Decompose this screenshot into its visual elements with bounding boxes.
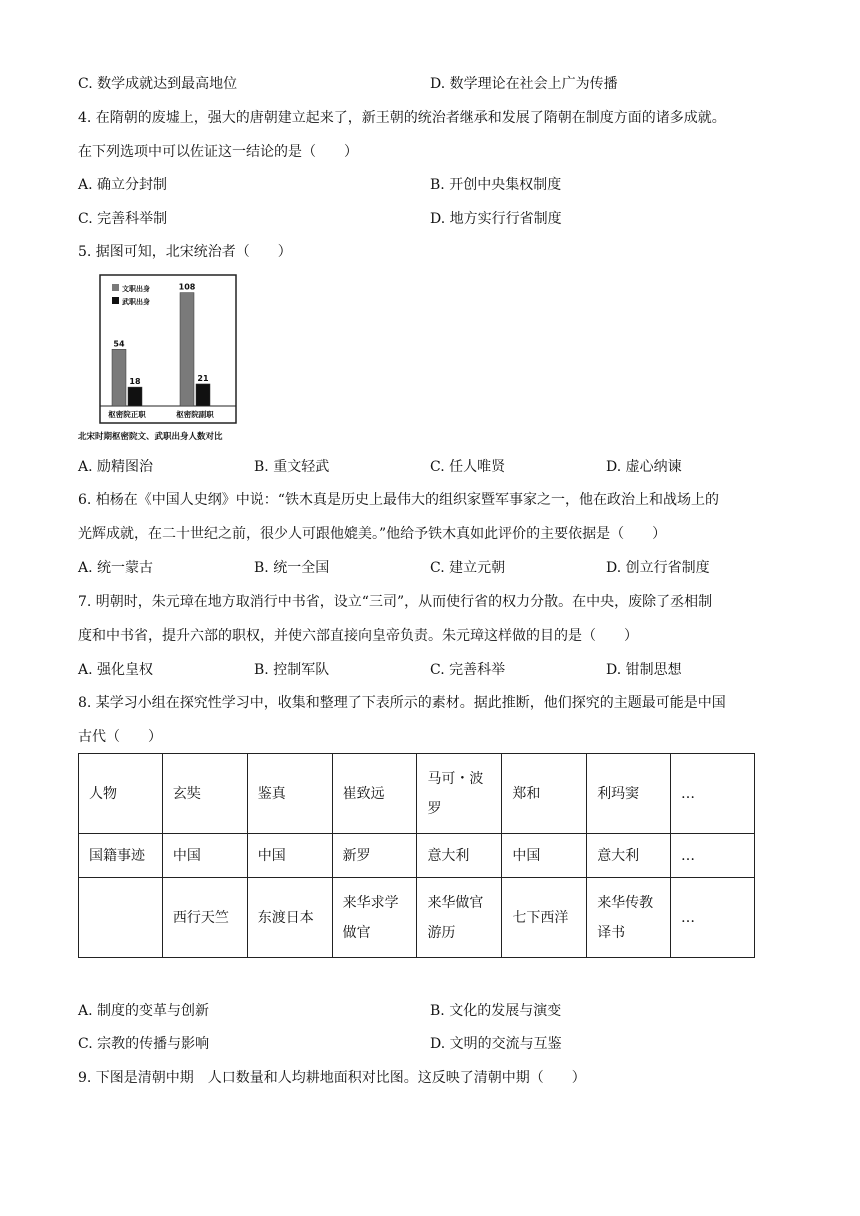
q4-stem-line1: 4. 在隋朝的废墟上，强大的唐朝建立起来了，新王朝的统治者继承和发展了隋朝在制度方面的诸多成就。 [78,110,726,126]
q5-option-b: B. 重文轻武 [254,459,330,475]
table-row [79,834,755,878]
bar-value-label: 108 [178,282,196,292]
bar [180,293,194,406]
table-cell: 人物 [79,754,163,834]
table-cell: 国籍事迹 [79,834,163,878]
q3-option-d: D. 数学理论在社会上广为传播 [430,76,618,92]
cell-line: 来华求学 [342,894,399,911]
table-cell: … [671,834,755,878]
q4-option-b: B. 开创中央集权制度 [430,177,562,193]
q8-option-a: A. 制度的变革与创新 [78,1003,210,1019]
cell-line: 罗 [427,800,442,817]
q7-option-a: A. 强化皇权 [78,662,154,678]
category-label: 枢密院正职 [108,410,146,419]
q3-option-c: C. 数学成就达到最高地位 [78,76,238,92]
table-cell [332,878,417,958]
q7-option-b: B. 控制军队 [254,662,330,678]
table-cell: 意大利 [587,834,671,878]
table-cell: 中国 [502,834,587,878]
table-cell [79,878,163,958]
q5-option-d: D. 虚心纳谏 [606,459,682,475]
table-cell [417,754,502,834]
cell-line: 来华做官 [427,894,484,911]
q6-stem-line2: 光辉成就，在二十世纪之前，很少人可跟他媲美。”他给予铁木真如此评价的主要依据是（ ） [78,526,667,542]
table-cell: 崔致远 [332,754,417,834]
q5-bar-chart [98,274,238,424]
q7-option-d: D. 钳制思想 [606,662,682,678]
table-cell: 东渡日本 [247,878,332,958]
q5-stem: 5. 据图可知，北宋统治者（ ） [78,244,292,260]
q6-option-a: A. 统一蒙古 [78,560,154,576]
table-row [79,878,755,958]
q5-option-c: C. 任人唯贤 [430,459,506,475]
table-row [79,754,755,834]
q8-table [78,753,755,958]
q8-stem-line2: 古代（ ） [78,729,162,745]
q8-option-b: B. 文化的发展与演变 [430,1003,562,1019]
q6-stem-line1: 6. 柏杨在《中国人史纲》中说：“铁木真是历史上最伟大的组织家暨军事家之一，他在政治上和战场上的 [78,492,719,508]
table-cell: … [671,878,755,958]
table-cell: 鉴真 [247,754,332,834]
chart-caption: 北宋时期枢密院文、武职出身人数对比 [78,432,223,442]
table-cell [417,878,502,958]
q6-option-d: D. 创立行省制度 [606,560,710,576]
table-cell: 意大利 [417,834,502,878]
bar [112,349,126,406]
bar-value-label: 18 [129,377,141,387]
q6-option-c: C. 建立元朝 [430,560,506,576]
table-cell: 中国 [162,834,247,878]
q6-option-b: B. 统一全国 [254,560,330,576]
table-cell: 七下西洋 [502,878,587,958]
q9-stem: 9. 下图是清朝中期 人口数量和人均耕地面积对比图。这反映了清朝中期（ ） [78,1070,586,1086]
q4-stem-line2: 在下列选项中可以佐证这一结论的是（ ） [78,144,358,160]
table-cell: 西行天竺 [162,878,247,958]
table-cell: 新罗 [332,834,417,878]
q8-stem-line1: 8. 某学习小组在探究性学习中，收集和整理了下表所示的素材。据此推断，他们探究的主题最可能是中国 [78,695,726,711]
table-cell: … [671,754,755,834]
q4-option-d: D. 地方实行行省制度 [430,211,562,227]
table-cell: 利玛窦 [587,754,671,834]
q7-stem-line2: 度和中书省，提升六部的职权，并使六部直接向皇帝负责。朱元璋这样做的目的是（ ） [78,628,638,644]
q5-option-a: A. 励精图治 [78,459,154,475]
q4-option-c: C. 完善科举制 [78,211,168,227]
table-cell: 玄奘 [162,754,247,834]
legend-swatch [112,284,119,291]
q7-option-c: C. 完善科举 [430,662,506,678]
legend-label: 武职出身 [122,298,150,306]
bar-value-label: 54 [113,339,125,349]
bar-chart-svg [98,274,238,424]
legend-label: 文职出身 [122,285,150,293]
table-cell [587,878,671,958]
q8-option-d: D. 文明的交流与互鉴 [430,1036,562,1052]
cell-line: 做官 [342,924,371,941]
cell-line: 来华传教 [597,894,654,911]
cell-line: 游历 [427,924,456,941]
q8-option-c: C. 宗教的传播与影响 [78,1036,210,1052]
q4-option-a: A. 确立分封制 [78,177,168,193]
bar-value-label: 21 [197,373,209,383]
category-label: 枢密院副职 [176,410,214,419]
table-cell: 郑和 [502,754,587,834]
cell-line: 马可・波 [427,770,484,787]
cell-line: 译书 [597,924,626,941]
legend-swatch [112,297,119,304]
bar [128,387,142,406]
table-cell: 中国 [247,834,332,878]
q7-stem-line1: 7. 明朝时，朱元璋在地方取消行中书省，设立“三司”，从而使行省的权力分散。在中央，废除了丞相制 [78,594,713,610]
bar [196,384,210,406]
